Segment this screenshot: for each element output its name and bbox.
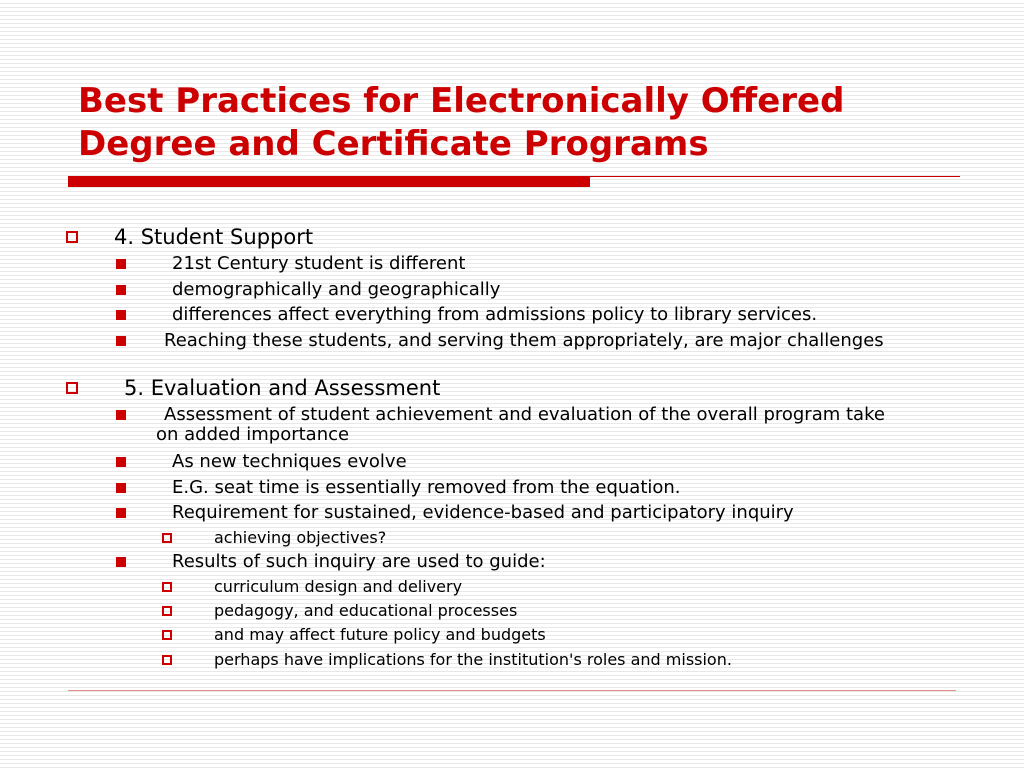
solid-square-bullet-icon	[116, 310, 126, 320]
hollow-square-bullet-icon	[162, 655, 172, 665]
solid-square-bullet-icon	[116, 457, 126, 467]
solid-square-bullet-icon	[116, 259, 126, 269]
slide-title-line-2: Degree and Certificate Programs	[78, 124, 709, 164]
solid-square-bullet-icon	[116, 483, 126, 493]
solid-square-bullet-icon	[116, 557, 126, 567]
hollow-square-bullet-icon	[162, 582, 172, 592]
hollow-square-bullet-icon	[66, 382, 78, 394]
footer-divider	[68, 690, 956, 691]
solid-square-bullet-icon	[116, 336, 126, 346]
solid-square-bullet-icon	[116, 410, 126, 420]
solid-square-bullet-icon	[116, 285, 126, 295]
hollow-square-bullet-icon	[162, 533, 172, 543]
slide-title-line-1: Best Practices for Electronically Offered	[78, 81, 845, 121]
slide-body: 4. Student Support 21st Century student is different demographically and geographically differences affect everything from admissions policy to library services. Reaching these students, and serving them appropriately, are major challenges 5. Evaluation and Assessment Assessment of student achievement and evaluation of the overall program take on added importance As new techniques evolve E.G. seat time is essentially removed from the equation. Requirement for sustained, evidence-based and participatory inquiry achieving objectives? Results of such inquiry are used to guide: curriculum design and delivery pedagogy, and educational processes and may affect future policy and budgets perhaps have implications for the institution's roles and mission.	[0, 0, 1024, 768]
hollow-square-bullet-icon	[162, 606, 172, 616]
hollow-square-bullet-icon	[162, 630, 172, 640]
hollow-square-bullet-icon	[66, 231, 78, 243]
solid-square-bullet-icon	[116, 508, 126, 518]
